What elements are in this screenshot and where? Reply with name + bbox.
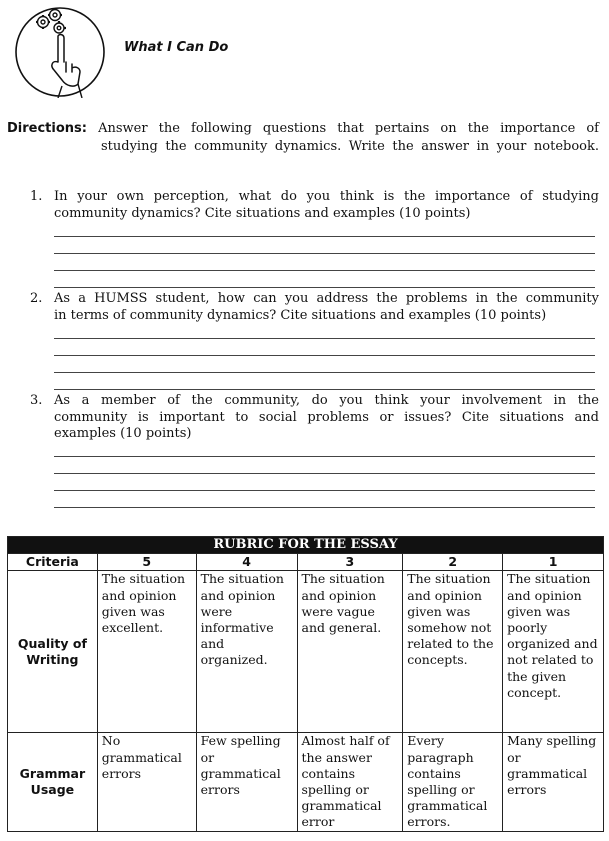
rubric-title: RUBRIC FOR THE ESSAY xyxy=(8,537,604,554)
criteria-cell xyxy=(8,571,98,733)
criteria-label: Usage xyxy=(30,782,75,798)
answer-line[interactable] xyxy=(54,338,595,339)
rubric-cell: Many spelling or grammatical errors xyxy=(503,733,604,831)
question-text-line: As a member of the community, do you think your involvement in the xyxy=(54,393,599,408)
rubric-header-cell: 5 xyxy=(97,554,196,571)
answer-line[interactable] xyxy=(54,236,595,237)
rubric-cell: Every paragraph contains spelling or grammatical errors. xyxy=(403,733,503,831)
question-number: 3. xyxy=(30,393,43,408)
rubric-header-row xyxy=(8,554,604,571)
rubric-cell: The situation and opinion given was somehow not related to the concepts. xyxy=(403,571,503,733)
question-text-line: community is important to social problems or issues? Cite situations and xyxy=(54,409,599,425)
rubric-cell: The situation and opinion given was poorly organized and not related to the given concept. xyxy=(503,571,604,733)
answer-line[interactable] xyxy=(54,270,595,271)
question-text-line: In your own perception, what do you think is the importance of studying xyxy=(54,189,599,204)
rubric-cell: The situation and opinion were vague and general. xyxy=(297,571,403,733)
rubric-header-cell: 1 xyxy=(503,554,604,571)
answer-line[interactable] xyxy=(54,253,595,254)
rubric-table xyxy=(7,536,604,832)
hand-gears-icon xyxy=(14,6,106,98)
answer-line[interactable] xyxy=(54,507,595,508)
question-text-line: examples (10 points) xyxy=(54,426,192,441)
directions-label: Directions: xyxy=(7,121,87,136)
directions-line-1 xyxy=(7,120,599,138)
answer-line[interactable] xyxy=(54,287,595,288)
rubric-header-cell: 2 xyxy=(403,554,503,571)
answer-line[interactable] xyxy=(54,490,595,491)
answer-line[interactable] xyxy=(54,389,595,390)
criteria-cell xyxy=(8,733,98,831)
directions-text-1: Answer the following questions that pertains on the importance of xyxy=(98,121,599,136)
answer-line[interactable] xyxy=(54,456,595,457)
rubric-header-cell: 4 xyxy=(196,554,297,571)
answer-line[interactable] xyxy=(54,355,595,356)
directions xyxy=(7,120,599,156)
question-3 xyxy=(30,393,599,443)
rubric-cell: No grammatical errors xyxy=(97,733,196,831)
rubric-row-grammar xyxy=(8,733,604,831)
criteria-label: Grammar xyxy=(19,765,86,781)
answer-line[interactable] xyxy=(54,372,595,373)
rubric-header-cell: 3 xyxy=(297,554,403,571)
directions-line-2: studying the community dynamics. Write the answer in your notebook. xyxy=(101,139,599,154)
question-number: 1. xyxy=(30,189,43,204)
rubric-cell: The situation and opinion were informative and organized. xyxy=(196,571,297,733)
section-header xyxy=(14,6,314,101)
rubric-row-quality xyxy=(8,571,604,733)
question-text-line: As a HUMSS student, how can you address the problems in the community xyxy=(54,291,599,306)
rubric-cell: Few spelling or grammatical errors xyxy=(196,733,297,831)
question-text-line: community dynamics? Cite situations and examples (10 points) xyxy=(54,205,471,221)
question-2 xyxy=(30,291,599,324)
rubric-header-cell: Criteria xyxy=(8,554,98,571)
answer-line[interactable] xyxy=(54,473,595,474)
section-title: What I Can Do xyxy=(124,40,229,55)
question-number: 2. xyxy=(30,291,43,306)
question-text-line: in terms of community dynamics? Cite situations and examples (10 points) xyxy=(54,307,547,323)
rubric-cell: The situation and opinion given was excellent. xyxy=(97,571,196,733)
criteria-label: Writing xyxy=(26,651,79,667)
question-1 xyxy=(30,189,599,222)
answer-lines-3 xyxy=(54,456,595,524)
rubric-cell: Almost half of the answer contains spelling or grammatical error xyxy=(297,733,403,831)
criteria-label: Quality of xyxy=(17,635,87,651)
